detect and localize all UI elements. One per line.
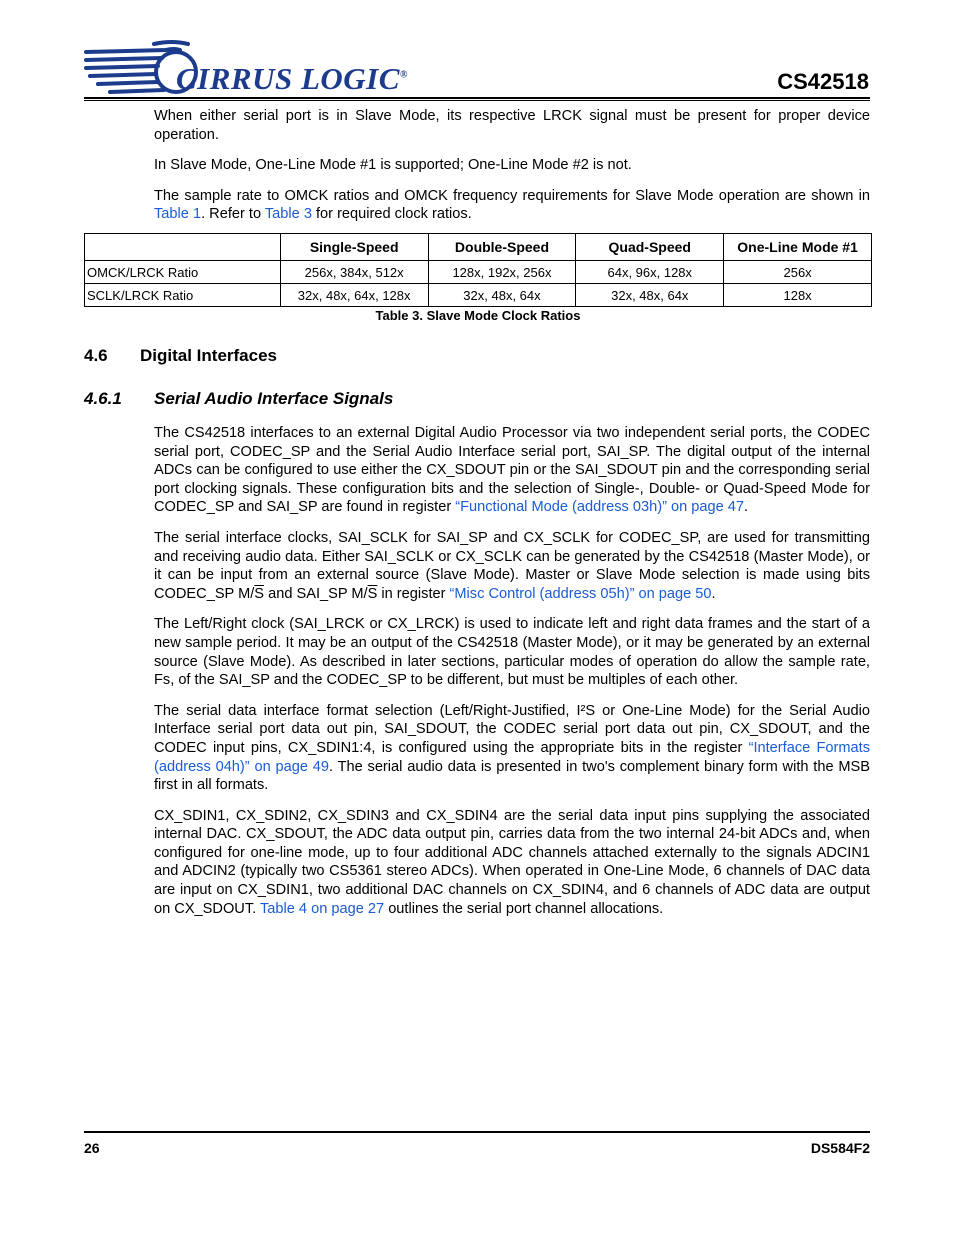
company-name: CIRRUS LOGIC® (176, 61, 408, 96)
interface-formats-link[interactable]: “Interface Formats (address 04h)” on page 49 (154, 739, 870, 775)
footer-doc-id: DS584F2 (810, 1140, 870, 1156)
section-title: Digital Interfaces (140, 346, 277, 365)
table-cell: SCLK/LRCK Ratio (85, 284, 281, 307)
table-cell: 32x, 48x, 64x, 128x (280, 284, 428, 307)
table1-link[interactable]: Table 1 (154, 206, 202, 223)
misc-control-link[interactable]: “Misc Control (address 05h)” on page 50 (449, 585, 712, 602)
table4-link[interactable]: Table 4 on page 27 (259, 900, 385, 917)
header-rule (84, 97, 870, 101)
paragraph-serial-ports: The CS42518 interfaces to an external Digital Audio Processor via two independent serial ports, the CODEC serial port, CODEC_SP and the Serial Audio Interface serial port, SAI_SP. The digital output of the internal ADCs can be configured to use either the CX_SDOUT pin or the SAI_SDOUT pin and the corresponding serial port clocking signals. These configuration bits and the selection of Single-, Double- or Quad-Speed Mode for CODEC_SP and SAI_SP are found in register “Functional Mode (address 03h)” on page 47. (154, 425, 870, 516)
table-cell: OMCK/LRCK Ratio (85, 261, 281, 284)
table-cell: 64x, 96x, 128x (576, 261, 724, 284)
doc-title: CS42518 (777, 69, 869, 94)
subsection-title: Serial Audio Interface Signals (154, 389, 394, 408)
table-cell: 256x, 384x, 512x (280, 261, 428, 284)
table-header-cell: Single-Speed (280, 234, 428, 261)
subsection-number: 4.6.1 (84, 389, 122, 408)
intro-paragraph-3: The sample rate to OMCK ratios and OMCK frequency requirements for Slave Mode operation are shown in Table 1. Refer to Table 3 for required clock ratios. (154, 187, 870, 223)
page-number: 26 (84, 1140, 100, 1156)
table-cell: 128x, 192x, 256x (428, 261, 576, 284)
paragraph-data-format: The serial data interface format selection (Left/Right-Justified, I²S or One-Line Mode) for the Serial Audio Interface serial port data out pin, SAI_SDOUT, the CODEC serial port data out pin, CX_SDOUT, and the CODEC input pins, CX_SDIN1:4, is configured using the appropriate bits in the register “Interface Formats (address 04h)” on page 49. The serial audio data is presented in two's complement binary form with the MSB first in all formats. (154, 702, 871, 794)
intro-paragraph-2: In Slave Mode, One-Line Mode #1 is supported; One-Line Mode #2 is not. (154, 157, 632, 174)
table-header-cell: Double-Speed (428, 234, 576, 261)
intro-paragraph-1: When either serial port is in Slave Mode, its respective LRCK signal must be present for proper device operation. (154, 108, 870, 143)
table-cell: 256x (724, 261, 872, 284)
section-number: 4.6 (84, 346, 108, 365)
table-cell: 128x (724, 284, 872, 307)
table-header-cell (85, 234, 281, 261)
paragraph-serial-clocks: The serial interface clocks, SAI_SCLK for SAI_SP and CX_SCLK for CODEC_SP, are used for transmitting and receiving audio data. Either SAI_SCLK or CX_SCLK can be generated by the CS42518 (Master Mode), or it can be input from an external source (Slave Mode). Master or Slave Mode selection is made using bits CODEC_SP $M/\overline{S}$ and SAI_SP $M/\overline{S}$ in register “Misc Control (address 05h)” on page 50. (154, 529, 870, 602)
table-header-row (85, 234, 872, 261)
table3-link[interactable]: Table 3 (264, 206, 312, 223)
intro-block (154, 107, 870, 224)
table-caption: Table 3. Slave Mode Clock Ratios (375, 308, 581, 323)
table-cell: 32x, 48x, 64x (428, 284, 576, 307)
section-body (154, 424, 870, 918)
table-header-cell: Quad-Speed (576, 234, 724, 261)
functional-mode-link[interactable]: “Functional Mode (address 03h)” on page 47 (455, 499, 745, 516)
table-cell: 32x, 48x, 64x (576, 284, 724, 307)
slave-mode-clock-ratios-table (84, 233, 872, 307)
paragraph-sdin: CX_SDIN1, CX_SDIN2, CX_SDIN3 and CX_SDIN4 are the serial data input pins supplying the associated internal DAC. CX_SDOUT, the ADC data output pin, carries data from the two internal 24-bit ADCs and, when configured for one-line mode, up to four additional ADC channels attached externally to the signals ADCIN1 and ADCIN2 (typically two CS5361 stereo ADCs). When operated in One-Line Mode, 6 channels of DAC data are input on CX_SDIN1, two additional DAC channels on CX_SDIN4, and 6 channels of ADC data are output on CX_SDOUT. Table 4 on page 27 outlines the serial port channel allocations. (154, 807, 870, 917)
table-row (85, 284, 872, 307)
footer-rule (84, 1131, 870, 1133)
table-row (85, 261, 872, 284)
section-heading (84, 346, 277, 366)
paragraph-lrck: The Left/Right clock (SAI_LRCK or CX_LRCK) is used to indicate left and right data frames and the start of a new sample period. It may be an output of the CS42518 (Master Mode), or it may be generated by an external source (Slave Mode). As described in later sections, particular modes of operation do allow the sample rate, Fs, of the SAI_SP and the CODEC_SP to be different, but must be multiples of each other. (154, 616, 870, 689)
subsection-heading (84, 389, 393, 409)
table-header-cell: One-Line Mode #1 (724, 234, 872, 261)
